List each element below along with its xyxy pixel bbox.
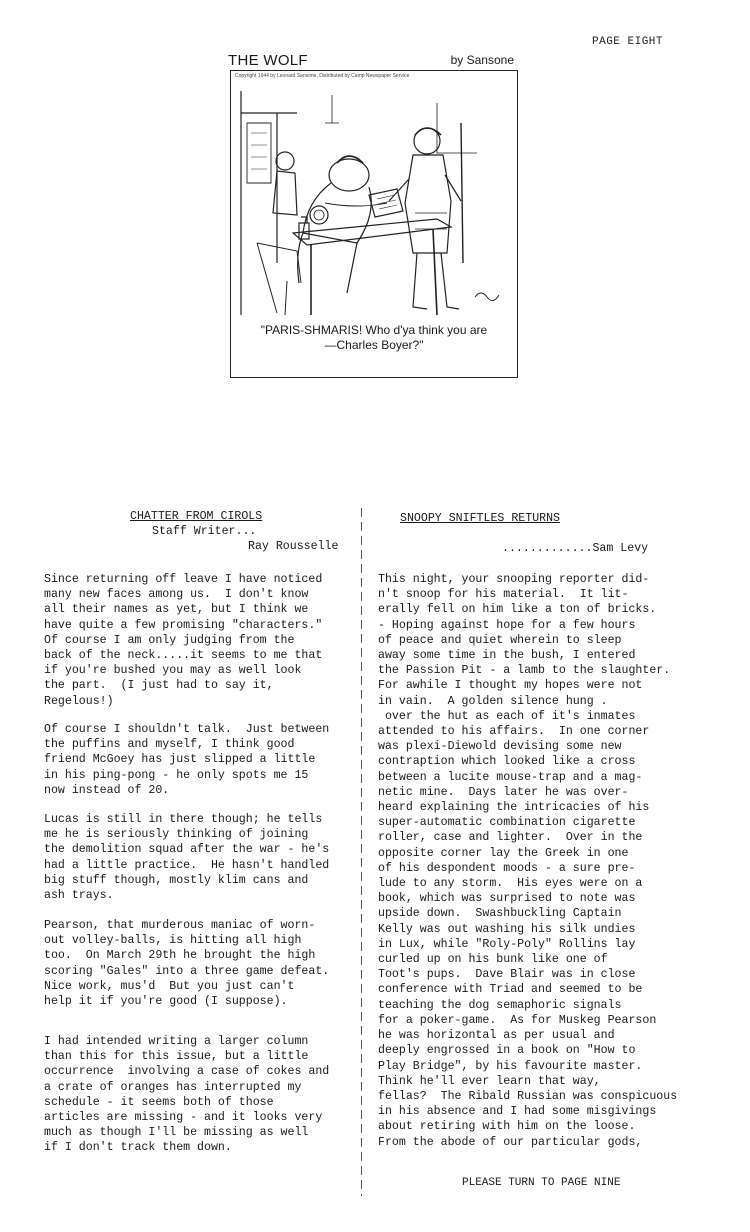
column-divider <box>361 508 362 1196</box>
text-line: I had intended writing a larger column <box>44 1035 309 1048</box>
text-line: For awhile I thought my hopes were not <box>378 679 643 693</box>
text-line: From the abode of our particular gods, <box>378 1135 643 1149</box>
cartoon-header <box>228 50 518 72</box>
text-line: he was horizontal as per usual and <box>378 1029 615 1043</box>
caption-line: —Charles Boyer?" <box>324 338 424 352</box>
caption-line: "PARIS-SHMARIS! Who d'ya think you are <box>260 323 488 337</box>
text-line: if I don't track them down. <box>44 1141 232 1155</box>
text-line: super-automatic combination cigarette <box>378 816 636 830</box>
cartoon-artist: by Sansone <box>450 53 514 67</box>
article-body <box>378 572 677 1150</box>
text-line: Of course I am only judging from the <box>44 633 295 647</box>
text-line: in his ping-pong - he only spots me 15 <box>44 768 309 782</box>
text-line: Nice work, mus'd But you just can't <box>44 979 295 993</box>
text-line: This night, your snooping reporter did- <box>378 573 650 586</box>
text-line: heard explaining the intricacies of his <box>378 801 650 815</box>
text-line: erally fell on him like a ton of bricks. <box>378 603 657 617</box>
text-line: of his despondent moods - a sure pre- <box>378 861 636 875</box>
text-line: a crate of oranges has interrupted my <box>44 1080 302 1094</box>
text-line: ash trays. <box>44 889 114 903</box>
text-line: netic mine. Days later he was over- <box>378 785 629 799</box>
text-line: away some time in the bush, I entered <box>378 649 636 663</box>
text-line: lude to any storm. His eyes were on a <box>378 877 643 891</box>
text-line: than this for this issue, but a little <box>44 1050 309 1064</box>
text-line: Since returning off leave I have noticed <box>44 573 323 586</box>
article-author: Ray Rousselle <box>248 540 339 553</box>
text-line: had a little practice. He hasn't handled <box>44 858 330 872</box>
text-line: me he is seriously thinking of joining <box>44 828 309 842</box>
text-line: help it if you're good (I suppose). <box>44 995 288 1009</box>
text-line: in Lux, while "Roly-Poly" Rollins lay <box>378 937 636 951</box>
article-headline: SNOOPY SNIFTLES RETURNS <box>400 512 561 525</box>
text-line: - Hoping against hope for a few hours <box>378 618 636 632</box>
article-byline: .............Sam Levy <box>502 542 649 555</box>
text-line: n't snoop for his material. It lit- <box>378 588 629 602</box>
text-line: about retiring with him on the loose. <box>378 1120 636 1134</box>
text-line: articles are missing - and it looks very <box>44 1111 323 1125</box>
text-line: Pearson, that murderous maniac of worn- <box>44 919 316 932</box>
text-line: upside down. Swashbuckling Captain <box>378 907 622 921</box>
text-line: Lucas is still in there though; he tells <box>44 813 323 826</box>
text-line: teaching the dog semaphoric signals <box>378 998 622 1012</box>
cartoon-panel <box>220 50 520 380</box>
text-line: now instead of 20. <box>44 783 170 797</box>
text-line: opposite corner lay the Greek in one <box>378 846 629 860</box>
text-line: the part. (I just had to say it, <box>44 679 274 693</box>
text-line: many new faces among us. I don't know <box>44 588 309 602</box>
text-line: between a lucite mouse-trap and a mag- <box>378 770 643 784</box>
text-line: conference with Triad and seemed to be <box>378 983 643 997</box>
text-line: have quite a few promising "characters." <box>44 618 323 632</box>
cartoon-caption <box>235 323 513 353</box>
text-line: over the hut as each of it's inmates <box>378 709 636 723</box>
text-line: the Passion Pit - a lamb to the slaughter. <box>378 664 671 678</box>
text-line: attended to his affairs. In one corner <box>378 725 650 739</box>
text-line: roller, case and lighter. Over in the <box>378 831 643 845</box>
text-line: book, which was surprised to note was <box>378 892 636 906</box>
text-line: contraption which looked like a cross <box>378 755 636 769</box>
text-line: out volley-balls, is hitting all high <box>44 934 302 948</box>
text-line: too. On March 29th he brought the high <box>44 949 316 963</box>
text-line: schedule - it seems both of those <box>44 1095 274 1109</box>
text-line: scoring "Gales" into a three game defeat. <box>44 964 330 978</box>
page-number: PAGE EIGHT <box>592 36 664 48</box>
text-line: much as though I'll be missing as well <box>44 1126 309 1140</box>
text-line: big stuff though, mostly klim cans and <box>44 873 309 887</box>
article-paragraph <box>44 572 322 709</box>
cartoon-illustration <box>237 83 511 323</box>
text-line: Of course I shouldn't talk. Just between <box>44 723 330 736</box>
cartoon-frame <box>230 70 518 378</box>
text-line: if you're bushed you may as well look <box>44 664 302 678</box>
text-line: in his absence and I had some misgivings <box>378 1105 657 1119</box>
text-line: occurrence involving a case of cokes and <box>44 1065 330 1079</box>
text-line: back of the neck.....it seems to me that <box>44 649 323 663</box>
article-paragraph <box>44 812 329 903</box>
text-line: was plexi-Diewold devising some new <box>378 740 622 754</box>
text-line: curled up on his bunk like one of <box>378 953 608 967</box>
article-paragraph <box>44 722 329 798</box>
text-line: the demolition squad after the war - he's <box>44 843 330 857</box>
text-line: friend McGoey has just slipped a little <box>44 753 316 767</box>
article-headline: CHATTER FROM CIROLS <box>130 510 263 523</box>
text-line: the puffins and myself, I think good <box>44 738 295 752</box>
text-line: deeply engrossed in a book on "How to <box>378 1044 636 1058</box>
article-paragraph <box>44 1034 329 1156</box>
article-byline: Staff Writer... <box>152 525 257 538</box>
text-line: Toot's pups. Dave Blair was in close <box>378 968 636 982</box>
text-line: Kelly was out washing his silk undies <box>378 922 636 936</box>
text-line: Regelous!) <box>44 694 114 708</box>
text-line: all their names as yet, but I think we <box>44 603 309 617</box>
text-line: Play Bridge", by his favourite master. <box>378 1059 643 1073</box>
cartoon-title: THE WOLF <box>228 52 308 69</box>
text-line: for a poker-game. As for Muskeg Pearson <box>378 1013 657 1027</box>
text-line: fellas? The Ribald Russian was conspicuous <box>378 1089 678 1103</box>
continued-note: PLEASE TURN TO PAGE NINE <box>462 1177 621 1189</box>
text-line: of peace and quiet wherein to sleep <box>378 633 622 647</box>
cartoon-copyright: Copyright 1944 by Leonard Sansone, Distributed by Camp Newspaper Service <box>235 73 410 79</box>
article-paragraph <box>44 918 329 1009</box>
text-line: in vain. A golden silence hung . <box>378 694 608 708</box>
text-line: Think he'll ever learn that way, <box>378 1074 601 1088</box>
